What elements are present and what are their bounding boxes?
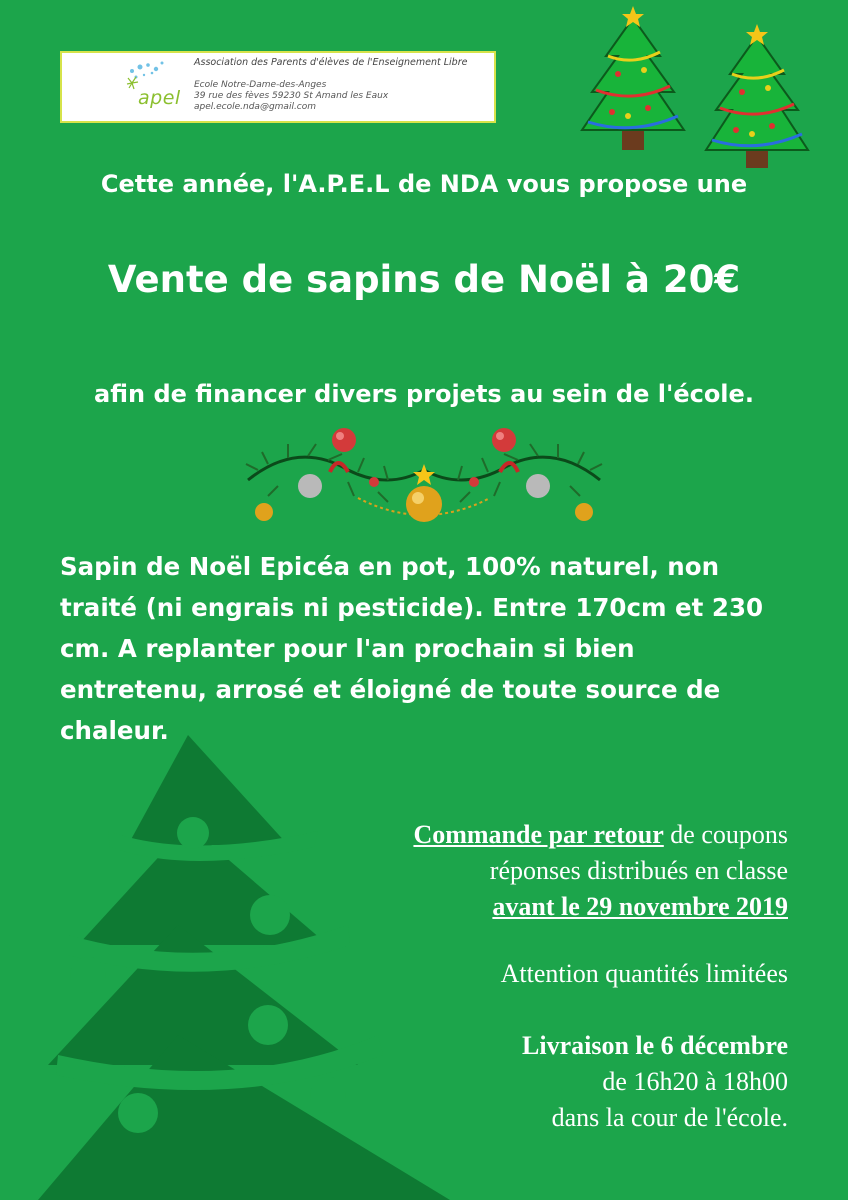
product-description bbox=[60, 546, 780, 751]
garland-icon bbox=[238, 420, 610, 532]
school-address: 39 rue des fèves 59230 St Amand les Eaux bbox=[194, 91, 389, 101]
order-rest: de coupons bbox=[663, 820, 788, 849]
description-line: Sapin de Noël Epicéa en pot, 100% naturel, non bbox=[60, 552, 720, 581]
description-line: cm. A replanter pour l'an prochain si bien bbox=[60, 634, 635, 663]
apel-header-card bbox=[60, 51, 496, 123]
christmas-tree-icon bbox=[578, 4, 688, 152]
school-name: Ecole Notre-Dame-des-Anges bbox=[194, 80, 327, 90]
association-info bbox=[194, 57, 494, 113]
description-line: traité (ni engrais ni pesticide). Entre 170cm et 230 bbox=[60, 593, 764, 622]
apel-logo-text: apel bbox=[138, 87, 181, 109]
delivery-title: Livraison le 6 décembre bbox=[522, 1031, 788, 1060]
headline: Vente de sapins de Noël à 20€ bbox=[107, 258, 741, 301]
description-line: entretenu, arrosé et éloigné de toute source de bbox=[60, 675, 721, 704]
christmas-tree-icon bbox=[702, 22, 812, 170]
order-deadline: avant le 29 novembre 2019 bbox=[492, 892, 788, 921]
order-info bbox=[318, 817, 788, 925]
order-lead: Commande par retour bbox=[413, 820, 664, 849]
delivery-info bbox=[318, 1028, 788, 1136]
association-name: Association des Parents d'élèves de l'Enseignement Libre bbox=[194, 57, 468, 68]
purpose-text: afin de financer divers projets au sein de l'école. bbox=[94, 380, 754, 408]
attention-note: Attention quantités limitées bbox=[500, 959, 788, 988]
delivery-place: dans la cour de l'école. bbox=[551, 1103, 788, 1132]
delivery-time: de 16h20 à 18h00 bbox=[602, 1067, 788, 1096]
intro-text: Cette année, l'A.P.E.L de NDA vous propose une bbox=[100, 170, 748, 198]
description-line: chaleur. bbox=[60, 716, 169, 745]
order-line2: réponses distribués en classe bbox=[489, 856, 788, 885]
contact-email: apel.ecole.nda@gmail.com bbox=[194, 102, 317, 112]
